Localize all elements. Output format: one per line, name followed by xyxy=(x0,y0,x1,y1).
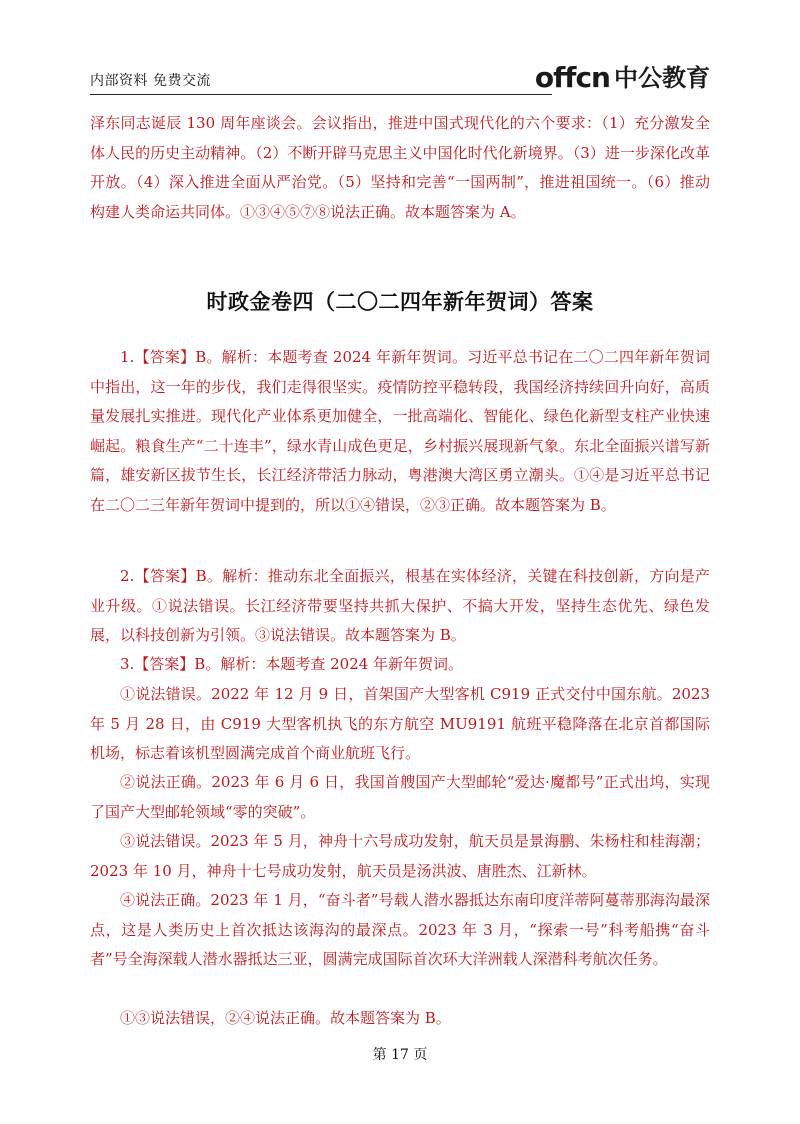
answer-3-item-3: ③说法错误。2023 年 5 月，神舟十六号成功发射，航天员是景海鹏、朱杨柱和桂海潮；2023 年 10 月，神舟十七号成功发射，航天员是汤洪波、唐胜杰、江新林。 xyxy=(90,832,710,880)
intro-paragraph: 泽东同志诞辰 130 周年座谈会。会议指出，推进中国式现代化的六个要求：（1）充分激发全体人民的历史主动精神。（2）不断开辟马克思主义中国化时代化新境界。（3）进一步深化改革开放。（4）深入推进全面从严治党。（5）坚持和完善“一国两制”，推进祖国统一。（6）推动构建人类命运共同体。①③④⑤⑦⑧说法正确。故本题答案为 A。 xyxy=(90,114,710,221)
page-number: 第 17 页 xyxy=(372,1047,428,1063)
answer-1: 1.【答案】B。解析：本题考查 2024 年新年贺词。习近平总书记在二〇二四年新年贺词中指出，这一年的步伐，我们走得很坚实。疫情防控平稳转段，我国经济持续回升向好，高质量发展扎实推进。现代化产业体系更加健全，一批高端化、智能化、绿色化新型支柱产业快速崛起。粮食生产“二十连丰”，绿水青山成色更足，乡村振兴展现新气象。东北全面振兴谱写新篇，雄安新区拔节生长，长江经济带活力脉动，粤港澳大湾区勇立潮头。①④是习近平总书记在二〇二三年新年贺词中提到的，所以①④错误，②③正确。故本题答案为 B。 xyxy=(90,348,710,514)
header-rule xyxy=(90,94,552,95)
answer-2: 2.【答案】B。解析：推动东北全面振兴，根基在实体经济，关键在科技创新，方向是产业升级。①说法错误。长江经济带要坚持共抓大保护、不搞大开发，坚持生态优先、绿色发展，以科技创新为引领。③说法错误。故本题答案为 B。 xyxy=(90,567,710,644)
page-header xyxy=(90,58,710,98)
answer-3-item-1: ①说法错误。2022 年 12 月 9 日，首架国产大型客机 C919 正式交付中国东航。2023 年 5 月 28 日，由 C919 大型客机执飞的东方航空 MU9191 航班平稳降落在北京首都国际机场，标志着该机型圆满完成首个商业航班飞行。 xyxy=(90,685,710,762)
logo-latin-text: offcn xyxy=(534,61,610,94)
logo-cn-text: 中公教育 xyxy=(614,64,710,92)
offcn-logo xyxy=(535,60,710,94)
answer-3-conclusion: ①③说法错误，②④说法正确。故本题答案为 B。 xyxy=(120,1009,451,1027)
answer-3-item-4: ④说法正确。2023 年 1 月，“奋斗者”号载人潜水器抵达东南印度洋蒂阿蔓蒂那海沟最深点，这是人类历史上首次抵达该海沟的最深点。2023 年 3 月，“探索一号”科考船携“奋斗者”号全海深载人潜水器抵达三亚，圆满完成国际首次环大洋洲载人深潜科考航次任务。 xyxy=(90,891,710,968)
answer-3-item-2: ②说法正确。2023 年 6 月 6 日，我国首艘国产大型邮轮“爱达·魔都号”正式出坞，实现了国产大型邮轮领域“零的突破”。 xyxy=(90,773,710,821)
header-label: 内部资料 免费交流 xyxy=(90,73,211,89)
section-title: 时政金卷四（二〇二四年新年贺词）答案 xyxy=(206,290,594,314)
answer-3: 3.【答案】B。解析：本题考查 2024 年新年贺词。 xyxy=(120,655,464,673)
